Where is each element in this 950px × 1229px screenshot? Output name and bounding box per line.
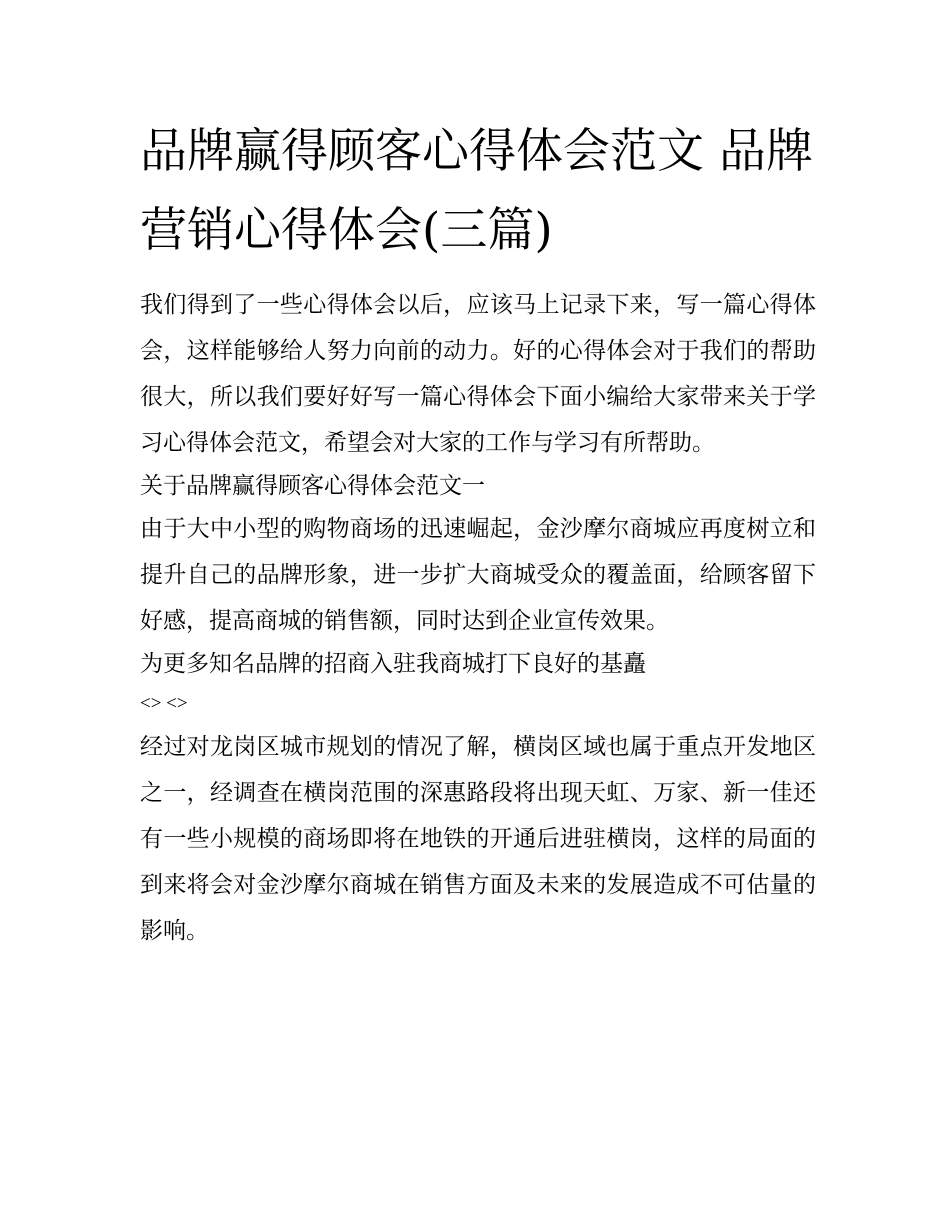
section-heading: 关于品牌赢得顾客心得体会范文一 <box>140 473 485 499</box>
body-paragraph-1: 由于大中小型的购物商场的迅速崛起，金沙摩尔商城应再度树立和提升自己的品牌形象，进一步扩大商城受众的覆盖面，给顾客留下好感，提高商城的销售额，同时达到企业宣传效果。 <box>140 516 816 634</box>
document-page <box>140 112 816 954</box>
document-title: 品牌赢得顾客心得体会范文 品牌营销心得体会(三篇) <box>140 124 813 258</box>
placeholder-marker: <> <> <box>140 693 188 714</box>
body-paragraph-3: 经过对龙岗区城市规划的情况了解，横岗区域也属于重点开发地区之一，经调查在横岗范围的深惠路段将出现天虹、万家、新一佳还有一些小规模的商场即将在地铁的开通后进驻横岗，这样的局面的到来将会对金沙摩尔商城在销售方面及未来的发展造成不可估量的影响。 <box>140 734 816 944</box>
intro-paragraph: 我们得到了一些心得体会以后，应该马上记录下来，写一篇心得体会，这样能够给人努力向前的动力。好的心得体会对于我们的帮助很大，所以我们要好好写一篇心得体会下面小编给大家带来关于学习心得体会范文，希望会对大家的工作与学习有所帮助。 <box>140 292 816 456</box>
body-paragraph-2: 为更多知名品牌的招商入驻我商城打下良好的基矗 <box>140 651 646 677</box>
